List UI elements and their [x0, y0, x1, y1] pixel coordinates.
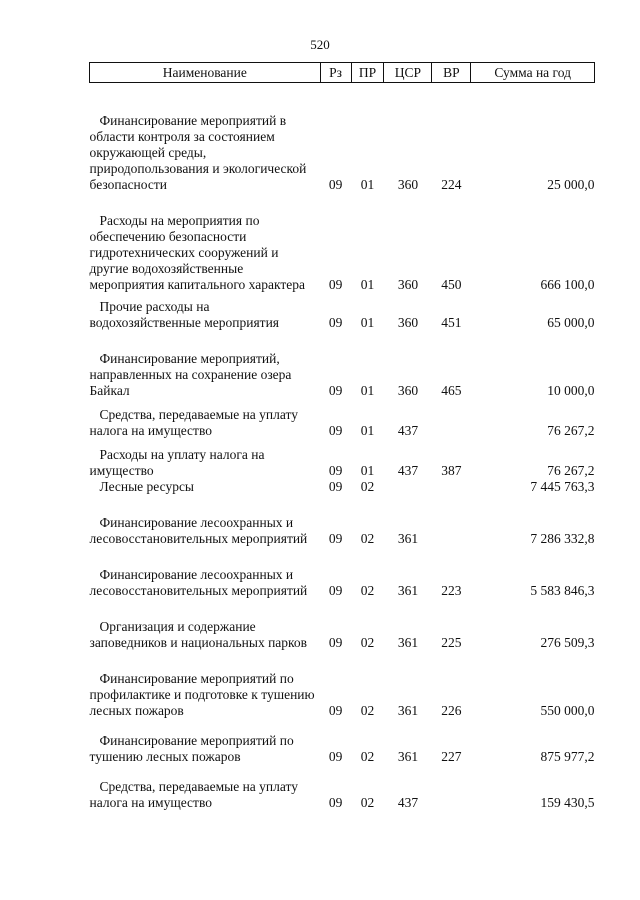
row-vr: 465 [441, 382, 462, 398]
table-row [90, 351, 595, 399]
row-vr: 225 [441, 634, 462, 650]
row-pr: 01 [360, 176, 375, 192]
table-row [90, 619, 595, 651]
table-row [90, 733, 595, 765]
row-rz: 09 [328, 276, 343, 292]
row-rz: 09 [328, 634, 343, 650]
row-csr: 360 [397, 382, 419, 398]
row-sum: 666 100,0 [540, 276, 595, 292]
table-header-row [90, 63, 595, 83]
row-csr: 361 [397, 702, 419, 718]
row-sum: 65 000,0 [547, 314, 595, 330]
row-sum: 5 583 846,3 [530, 582, 595, 598]
row-rz: 09 [328, 748, 343, 764]
row-rz: 09 [328, 794, 343, 810]
row-sum: 159 430,5 [540, 794, 595, 810]
table-row [90, 113, 595, 193]
row-vr: 451 [441, 314, 462, 330]
row-csr: 361 [397, 530, 419, 546]
row-vr: 387 [441, 462, 462, 478]
row-pr: 02 [360, 478, 375, 494]
row-name: Средства, передаваемые на уплату налога на имущество [89, 406, 298, 438]
row-name: Лесные ресурсы [99, 478, 194, 494]
row-sum: 25 000,0 [547, 176, 595, 192]
row-csr [384, 479, 432, 495]
row-vr: 227 [441, 748, 462, 764]
row-sum: 550 000,0 [540, 702, 595, 718]
table-row [90, 515, 595, 547]
table-row [90, 447, 595, 479]
row-csr: 361 [397, 582, 419, 598]
row-vr [432, 779, 471, 811]
row-name: Расходы на уплату налога на имущество [89, 446, 265, 478]
row-pr: 02 [360, 748, 375, 764]
row-name: Финансирование мероприятий по профилактике и подготовке к тушению лесных пожаров [89, 670, 315, 718]
row-sum: 7 445 763,3 [530, 478, 595, 494]
row-sum: 10 000,0 [547, 382, 595, 398]
row-name: Финансирование лесоохранных и лесовосстановительных мероприятий [89, 514, 308, 546]
table-row [90, 671, 595, 719]
row-sum: 7 286 332,8 [530, 530, 595, 546]
row-sum: 76 267,2 [547, 422, 595, 438]
row-csr: 437 [397, 794, 419, 810]
row-rz: 09 [328, 176, 343, 192]
column-header-rz: Рз [320, 63, 351, 83]
row-csr: 360 [397, 314, 419, 330]
row-name: Средства, передаваемые на уплату налога на имущество [89, 778, 298, 810]
row-vr [432, 407, 471, 439]
row-pr: 01 [360, 276, 375, 292]
column-header-pr: ПР [351, 63, 384, 83]
table-row [90, 407, 595, 439]
row-pr: 01 [360, 422, 375, 438]
row-csr: 360 [397, 176, 419, 192]
row-rz: 09 [328, 582, 343, 598]
row-name: Организация и содержание заповедников и национальных парков [89, 618, 308, 650]
row-csr: 437 [397, 422, 419, 438]
row-csr: 361 [397, 634, 419, 650]
column-header-vr: ВР [432, 63, 471, 83]
row-vr [432, 515, 471, 547]
row-sum: 875 977,2 [540, 748, 595, 764]
row-vr: 226 [441, 702, 462, 718]
table-row [90, 567, 595, 599]
row-sum: 76 267,2 [547, 462, 595, 478]
row-pr: 02 [360, 582, 375, 598]
row-rz: 09 [328, 702, 343, 718]
row-rz: 09 [328, 314, 343, 330]
table-row [90, 479, 595, 495]
row-csr: 360 [397, 276, 419, 292]
row-rz: 09 [328, 422, 343, 438]
column-header-name: Наименование [90, 63, 321, 83]
row-pr: 02 [360, 702, 375, 718]
budget-table [89, 62, 595, 811]
row-pr: 01 [360, 314, 375, 330]
row-sum: 276 509,3 [540, 634, 595, 650]
row-pr: 02 [360, 530, 375, 546]
row-vr: 450 [441, 276, 462, 292]
table-row [90, 213, 595, 293]
column-header-sum: Сумма на год [471, 63, 595, 83]
column-header-csr: ЦСР [384, 63, 432, 83]
row-pr: 02 [360, 634, 375, 650]
row-csr: 437 [397, 462, 419, 478]
page-number: 520 [310, 37, 330, 52]
row-rz: 09 [328, 462, 343, 478]
row-vr: 224 [441, 176, 462, 192]
row-vr: 223 [441, 582, 462, 598]
row-name: Финансирование мероприятий, направленных на сохранение озера Байкал [89, 350, 292, 398]
row-rz: 09 [328, 478, 343, 494]
row-name: Финансирование мероприятий по тушению лесных пожаров [89, 732, 294, 764]
row-pr: 01 [360, 382, 375, 398]
row-pr: 01 [360, 462, 375, 478]
row-name: Прочие расходы на водохозяйственные мероприятия [89, 298, 280, 330]
row-csr: 361 [397, 748, 419, 764]
row-name: Финансирование мероприятий в области контроля за состоянием окружающей среды, природопользования и экологической безопасности [89, 112, 307, 192]
row-pr: 02 [360, 794, 375, 810]
row-name: Расходы на мероприятия по обеспечению безопасности гидротехнических сооружений и другие водохозяйственные мероприятия капитального характера [89, 212, 305, 292]
row-name: Финансирование лесоохранных и лесовосстановительных мероприятий [89, 566, 308, 598]
row-rz: 09 [328, 382, 343, 398]
table-row [90, 299, 595, 331]
table-row [90, 779, 595, 811]
row-vr [432, 479, 471, 495]
row-rz: 09 [328, 530, 343, 546]
